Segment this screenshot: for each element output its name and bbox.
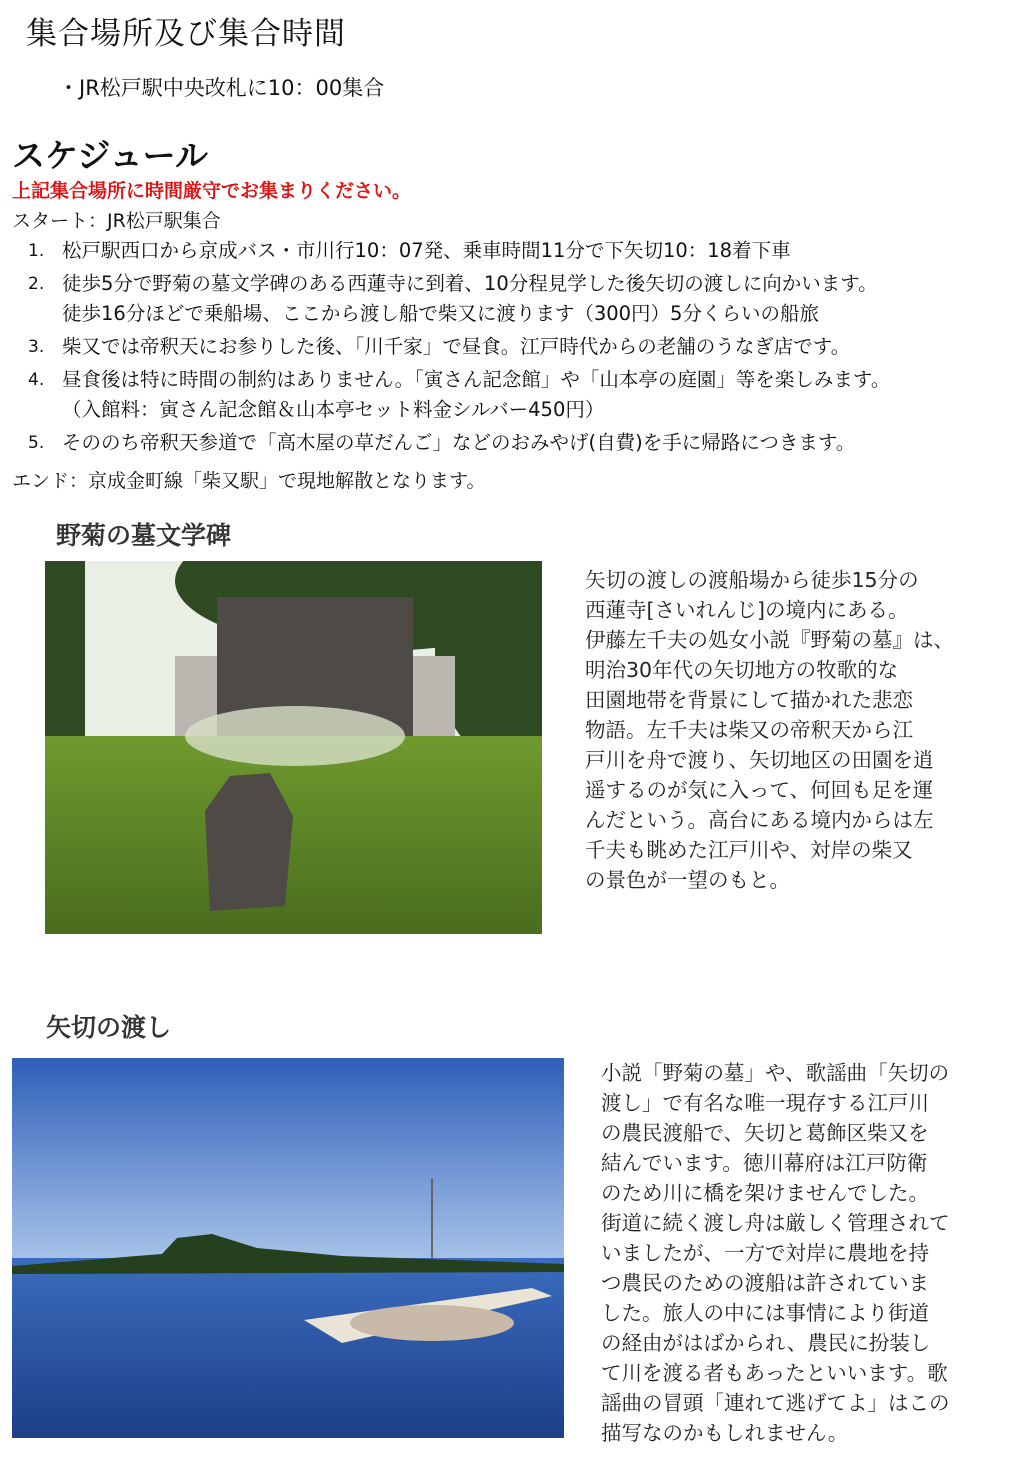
schedule-step	[0, 332, 1013, 362]
desc-line: の景色が一望のもと。	[585, 868, 790, 892]
desc-line: 戸川を舟で渡り、矢切地区の田園を逍	[585, 748, 934, 772]
desc-line: 西蓮寺[さいれんじ]の境内にある。	[585, 598, 909, 622]
meeting-heading: 集合場所及び集合時間	[26, 16, 346, 52]
schedule-end: エンド：京成金町線「柴又駅」で現地解散となります。	[12, 470, 486, 492]
schedule-step	[0, 236, 1013, 266]
section-title-ferry: 矢切の渡し	[46, 1013, 172, 1042]
poem-stone	[205, 773, 293, 911]
step-number: 5.	[28, 433, 45, 453]
desc-line: 田園地帯を背景にして描かれた悲恋	[585, 688, 913, 712]
meeting-detail: ・JR松戸駅中央改札に10：00集合	[58, 76, 385, 100]
monument-photo	[45, 561, 542, 934]
schedule-step	[0, 365, 1013, 425]
desc-line: 千夫も眺めた江戸川や、対岸の柴又	[585, 838, 913, 862]
step-number: 4.	[28, 370, 45, 390]
ferry-photo	[12, 1058, 564, 1438]
desc-line: の経由がはばかられ、農民に扮装し	[601, 1331, 931, 1355]
step-number: 1.	[28, 241, 45, 261]
desc-line: て川を渡る者もあったといいます。歌	[601, 1361, 948, 1385]
step-text: 徒歩5分で野菊の墓文学碑のある西蓮寺に到着、10分程見学した後矢切の渡しに向かいます。	[62, 272, 878, 295]
desc-line: 明治30年代の矢切地方の牧歌的な	[585, 658, 899, 682]
desc-line: 小説「野菊の墓」や、歌謡曲「矢切の	[601, 1061, 950, 1085]
desc-line: つ農民のための渡船は許されていま	[601, 1271, 929, 1295]
monument-description	[585, 565, 954, 895]
step-text: 昼食後は特に時間の制約はありません。「寅さん記念館」や「山本亭の庭園」等を楽しみます。	[62, 368, 891, 391]
desc-line: 描写なのかもしれません。	[601, 1421, 849, 1445]
desc-line: 渡し」で有名な唯一現存する江戸川	[601, 1091, 929, 1115]
ferry-description	[601, 1058, 950, 1448]
desc-line: 伊藤左千夫の処女小説『野菊の墓』は、	[585, 628, 954, 652]
step-number: 3.	[28, 337, 45, 357]
desc-line: した。旅人の中には事情により街道	[601, 1301, 929, 1325]
schedule-warning: 上記集合場所に時間厳守でお集まりください。	[12, 180, 412, 202]
desc-line: いましたが、一方で対岸に農地を持	[601, 1241, 929, 1265]
step-text: 松戸駅西口から京成バス・市川行10：07発、乗車時間11分で下矢切10：18着下車	[62, 239, 791, 262]
river	[12, 1258, 564, 1438]
step-text: そののち帝釈天参道で「高木屋の草だんご」などのおみやげ(自費)を手に帰路につきます。	[62, 431, 856, 454]
desc-line: 物語。左千夫は柴又の帝釈天から江	[585, 718, 913, 742]
step-text: （入館料：寅さん記念館＆山本亭セット料金シルバー450円）	[62, 398, 605, 421]
desc-line: 結んでいます。徳川幕府は江戸防衛	[601, 1151, 928, 1175]
step-text: 徒歩16分ほどで乗船場、ここから渡し船で柴又に渡ります（300円）5分くらいの船旅	[62, 302, 819, 325]
desc-line: 街道に続く渡し舟は厳しく管理されて	[601, 1211, 950, 1235]
schedule-start: スタート：JR松戸駅集合	[12, 210, 221, 232]
desc-line: のため川に橋を架けませんでした。	[601, 1181, 929, 1205]
schedule-heading: スケジュール	[12, 136, 209, 175]
schedule-step	[0, 428, 1013, 458]
desc-line: んだという。高台にある境内からは左	[585, 808, 934, 832]
desc-line: 遥するのが気に入って、何回も足を運	[585, 778, 934, 802]
sky	[12, 1058, 564, 1263]
schedule-step	[0, 269, 1013, 329]
step-number: 2.	[28, 274, 45, 294]
schedule-steps	[0, 236, 1013, 461]
desc-line: 矢切の渡しの渡船場から徒歩15分の	[585, 568, 919, 592]
desc-line: の農民渡船で、矢切と葛飾区柴又を	[601, 1121, 929, 1145]
passengers	[350, 1305, 514, 1341]
desc-line: 謡曲の冒頭「連れて逃げてよ」はこの	[601, 1391, 950, 1415]
white-flowers	[185, 706, 405, 766]
section-title-monument: 野菊の墓文学碑	[56, 521, 232, 550]
step-text: 柴又では帝釈天にお参りした後、「川千家」で昼食。江戸時代からの老舗のうなぎ店です。	[62, 335, 851, 358]
